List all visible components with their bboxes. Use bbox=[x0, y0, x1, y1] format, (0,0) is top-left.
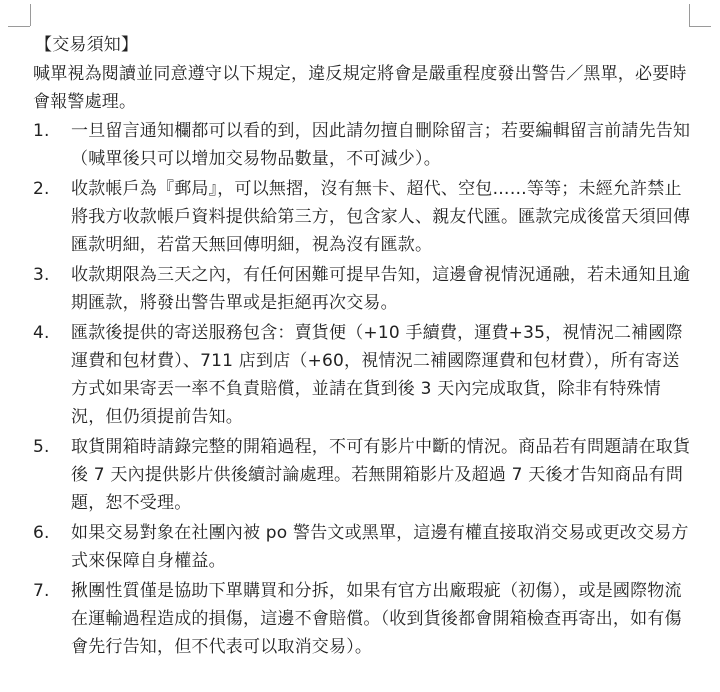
rule-item-5 bbox=[33, 433, 693, 517]
rule-number: 3. bbox=[33, 265, 50, 285]
rule-item-6 bbox=[33, 519, 693, 575]
crop-mark-top-left-vertical bbox=[30, 4, 31, 26]
rule-item-3 bbox=[33, 261, 693, 317]
rule-text: 收款期限為三天之內，有任何困難可提早告知，這邊會視情況通融，若未通知且逾期匯款，將發出警告單或是拒絕再次交易。 bbox=[71, 265, 691, 313]
crop-mark-top-left-horizontal bbox=[8, 26, 30, 27]
rule-number: 6. bbox=[33, 523, 50, 543]
rule-text: 匯款後提供的寄送服務包含：賣貨便（+10 手續費，運費+35，視情況二補國際運費和包材費）、711 店到店（+60，視情況二補國際運費和包材費），所有寄送方式如果寄丟一率不負責賠償，並請在貨到後 3 天內完成取貨，除非有特殊情況，但仍須提前告知。 bbox=[71, 323, 683, 427]
rule-number: 7. bbox=[33, 581, 50, 601]
crop-mark-top-right-vertical bbox=[689, 4, 690, 26]
rules-list bbox=[33, 117, 693, 661]
rule-number: 5. bbox=[33, 437, 50, 457]
document-heading: 【交易須知】 bbox=[35, 35, 139, 55]
rule-item-2 bbox=[33, 175, 693, 259]
intro-paragraph: 喊單視為閱讀並同意遵守以下規定，違反規定將會是嚴重程度發出警告／黑單，必要時會報警處理。 bbox=[33, 64, 687, 112]
rule-item-1 bbox=[33, 117, 693, 173]
rule-text: 一旦留言通知欄都可以看的到，因此請勿擅自刪除留言；若要編輯留言前請先告知（喊單後只可以增加交易物品數量，不可減少）。 bbox=[71, 121, 691, 169]
rule-text: 收款帳戶為『郵局』，可以無摺，沒有無卡、超代、空包……等等；未經允許禁止將我方收款帳戶資料提供給第三方，包含家人、親友代匯。匯款完成後當天須回傳匯款明細，若當天無回傳明細，視為沒有匯款。 bbox=[71, 179, 691, 255]
rule-text: 取貨開箱時請錄完整的開箱過程，不可有影片中斷的情況。商品若有問題請在取貨後 7 天內提供影片供後續討論處理。若無開箱影片及超過 7 天後才告知商品有問題，恕不受理。 bbox=[71, 437, 691, 513]
rule-number: 2. bbox=[33, 179, 50, 199]
rule-item-4 bbox=[33, 319, 693, 431]
document-body bbox=[33, 30, 693, 663]
rule-text: 揪團性質僅是協助下單購買和分拆，如果有官方出廠瑕疵（初傷），或是國際物流在運輸過程造成的損傷，這邊不會賠償。（收到貨後都會開箱檢查再寄出，如有傷會先行告知，但不代表可以取消交易）。 bbox=[71, 581, 682, 657]
rule-item-7 bbox=[33, 577, 693, 661]
rule-text: 如果交易對象在社團內被 po 警告文或黑單，這邊有權直接取消交易或更改交易方式來保障自身權益。 bbox=[71, 523, 689, 571]
rule-number: 1. bbox=[33, 121, 50, 141]
crop-mark-top-right-horizontal bbox=[689, 26, 711, 27]
rule-number: 4. bbox=[33, 323, 50, 343]
